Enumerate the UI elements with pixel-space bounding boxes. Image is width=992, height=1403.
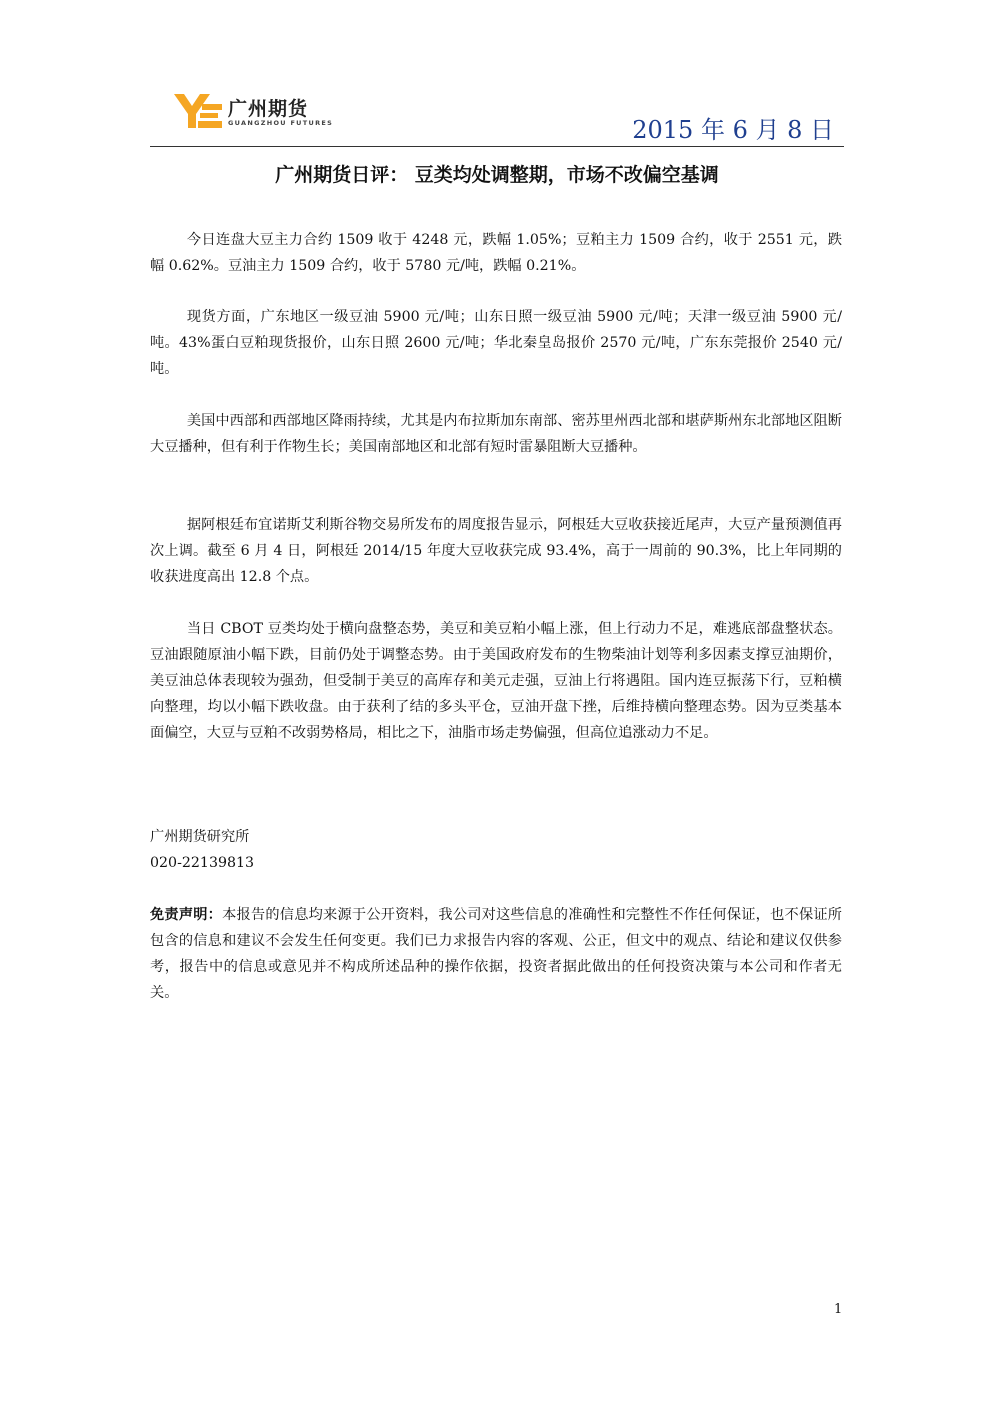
disclaimer-text: 本报告的信息均来源于公开资料，我公司对这些信息的准确性和完整性不作任何保证，也不保证所包含的信息和建议不会发生任何变更。我们已力求报告内容的客观、公正，但文中的观点、结论和建议仅供参考，报告中的信息或意见并不构成所述品种的操作依据，投资者据此做出的任何投资决策与本公司和作者无关。 — [150, 907, 842, 1001]
signature-org: 广州期货研究所 — [150, 829, 250, 845]
report-title: 广州期货日评： 豆类均处调整期，市场不改偏空基调 — [275, 164, 719, 186]
signature-phone: 020-22139813 — [150, 855, 255, 871]
paragraph-market-close: 今日连盘大豆主力合约 1509 收于 4248 元，跌幅 1.05%；豆粕主力 1509 合约，收于 2551 元，跌幅 0.62%。豆油主力 1509 合约，收于 5780 元/吨，跌幅 0.21%。 — [150, 232, 842, 274]
gzf-logo-icon — [172, 90, 224, 130]
logo-text-en: GUANGZHOU FUTURES — [228, 119, 334, 127]
disclaimer-label: 免责声明： — [150, 907, 223, 923]
paragraph-argentina-harvest: 据阿根廷布宜诺斯艾利斯谷物交易所发布的周度报告显示，阿根廷大豆收获接近尾声，大豆产量预测值再次上调。截至 6 月 4 日，阿根廷 2014/15 年度大豆收获完成 93.4%，高于一周前的 90.3%，比上年同期的收获进度高出 12.8 个点。 — [150, 517, 842, 585]
paragraph-spot-prices: 现货方面，广东地区一级豆油 5900 元/吨；山东日照一级豆油 5900 元/吨；天津一级豆油 5900 元/吨。43%蛋白豆粕现货报价，山东日照 2600 元/吨；华北秦皇岛报价 2570 元/吨，广东东莞报价 2540 元/吨。 — [150, 309, 842, 377]
page-number: 1 — [834, 1302, 843, 1317]
disclaimer — [150, 902, 842, 1006]
report-date: 2015 年 6 月 8 日 — [632, 116, 834, 144]
logo-text-cn: 广州期货 — [228, 98, 309, 120]
paragraph-market-analysis: 当日 CBOT 豆类均处于横向盘整态势，美豆和美豆粕小幅上涨，但上行动力不足，难逃底部盘整状态。豆油跟随原油小幅下跌，目前仍处于调整态势。由于美国政府发布的生物柴油计划等利多因素支撑豆油期价，美豆油总体表现较为强劲，但受制于美豆的高库存和美元走强，豆油上行将遇阻。国内连豆振荡下行，豆粕横向整理，均以小幅下跌收盘。由于获利了结的多头平仓，豆油开盘下挫，后维持横向整理态势。因为豆类基本面偏空，大豆与豆粕不改弱势格局，相比之下，油脂市场走势偏强，但高位追涨动力不足。 — [150, 621, 842, 741]
paragraph-us-weather: 美国中西部和西部地区降雨持续，尤其是内布拉斯加东南部、密苏里州西北部和堪萨斯州东北部地区阻断大豆播种，但有利于作物生长；美国南部地区和北部有短时雷暴阻断大豆播种。 — [150, 413, 842, 455]
page-header — [150, 82, 844, 147]
company-logo — [172, 90, 372, 136]
